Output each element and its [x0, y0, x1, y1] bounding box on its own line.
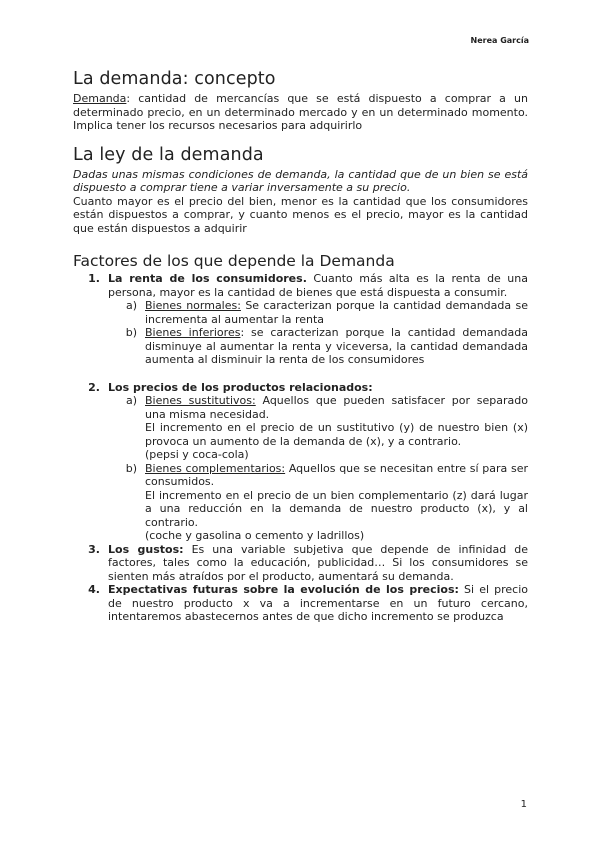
subfactor-term: Bienes sustitutivos:: [145, 394, 256, 407]
document-body: [73, 66, 528, 624]
factor-body: [108, 272, 528, 299]
factor-title: La renta de los consumidores.: [108, 272, 307, 285]
section-title-concepto: La demanda: concepto: [73, 69, 276, 89]
factor-number: 2.: [88, 380, 100, 394]
factor-number: 1.: [88, 272, 100, 285]
subfactor-extra: El incremento en el precio de un bien complementario (z) dará lugar a una reducción en la demanda de nuestro producto (x), y al contrario.: [145, 488, 528, 529]
subfactor-extra: El incremento en el precio de un sustitutivo (y) de nuestro bien (x) provoca un aumento de la demanda de (x), y a contrario.: [145, 421, 528, 448]
factor-title: Los precios de los productos relacionados:: [108, 380, 373, 394]
factor-item: [73, 381, 528, 395]
section-title-ley: La ley de la demanda: [73, 144, 264, 165]
factor-item: [73, 272, 528, 299]
ley-italic-paragraph: Dadas unas mismas condiciones de demanda, la cantidad que de un bien se está dispuesto a comprar tiene a variar inversamente a su precio.: [73, 167, 528, 194]
subfactor-example: (pepsi y coca-cola): [145, 448, 249, 461]
subfactor-letter: b): [125, 461, 137, 475]
factor-item: [73, 543, 528, 584]
factor-item: [73, 583, 528, 624]
subfactor-letter: b): [125, 326, 137, 339]
subfactor-term: Bienes normales:: [145, 299, 241, 312]
subfactor-text: Se caracterizan porque la cantidad demandada se incrementa al aumentar la renta: [145, 299, 528, 326]
factor-number: 3.: [88, 542, 100, 556]
subfactor-example: (coche y gasolina o cemento y ladrillos): [145, 529, 365, 542]
ley-paragraph: Cuanto mayor es el precio del bien, menor es la cantidad que los consumidores están dispuestos a comprar, y cuanto menos es el precio, mayor es la cantidad que están dispuestos a adquirir: [73, 194, 528, 235]
factor-body: [108, 583, 528, 624]
factor-text: Si el precio de nuestro producto x va a incrementarse en un futuro cercano, intentaremos abastecernos antes de que dicho incremento se produzca: [108, 583, 529, 623]
factor-title: Expectativas futuras sobre la evolución de los precios:: [108, 583, 459, 596]
subfactor-body: [145, 394, 528, 462]
subfactor-body: [145, 462, 528, 543]
factor-number: 4.: [88, 583, 100, 596]
subfactor-body: [145, 299, 528, 326]
section-title-factores: Factores de los que depende la Demanda: [73, 252, 395, 270]
concepto-paragraph: [73, 92, 528, 133]
subfactor-item: [73, 326, 528, 367]
subfactor-item: [73, 462, 528, 543]
factor-text: Cuanto más alta es la renta de una persona, mayor es la cantidad de bienes que está dispuesta a consumir.: [108, 272, 528, 299]
factor-body: [108, 543, 528, 584]
factor-body: [108, 381, 528, 395]
subfactor-text: Aquellos que pueden satisfacer por separado una misma necesidad.: [145, 394, 528, 421]
subfactor-text: : se caracterizan porque la cantidad demandada disminuye al aumentar la renta y viceversa, la cantidad demandada aumenta al disminuir la renta de los consumidores: [145, 326, 529, 366]
subfactor-letter: a): [125, 299, 137, 312]
subfactor-item: [73, 394, 528, 462]
factor-title: Los gustos:: [108, 542, 184, 556]
concepto-text: : cantidad de mercancías que se está dispuesto a comprar a un determinado precio, en un determinado mercado y en un determinado momento. Implica tener los recursos necesarios para adquirirlo: [73, 92, 528, 132]
subfactor-item: [73, 299, 528, 326]
subfactor-term: Bienes inferiores: [145, 326, 241, 339]
page-number: 1: [520, 799, 527, 810]
subfactor-text: Aquellos que se necesitan entre sí para ser consumidos.: [145, 461, 528, 488]
factors-list: [73, 272, 528, 624]
subfactor-term: Bienes complementarios:: [145, 461, 286, 475]
subfactor-letter: a): [125, 394, 137, 407]
author-name: Nerea García: [470, 36, 529, 45]
concepto-term: Demanda: [73, 92, 127, 105]
factor-text: Es una variable subjetiva que depende de infinidad de factores, tales como la educación, publicidad… Si los consumidores se sienten más atraídos por el producto, aumentará su demanda.: [108, 542, 528, 583]
subfactor-body: [145, 326, 528, 367]
